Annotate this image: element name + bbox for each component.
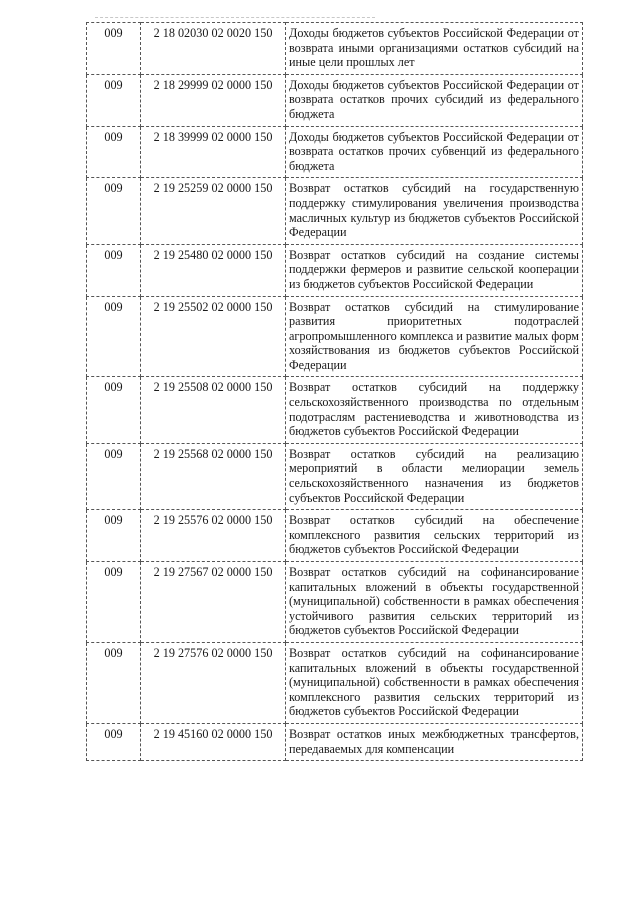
admin-code-cell: 009: [87, 562, 141, 643]
income-name-cell: Возврат остатков субсидий на реализацию мероприятий в области мелиорации земель сельскохозяйственного назначения из бюджетов субъектов Российской Федерации: [286, 443, 583, 509]
admin-code-cell: 009: [87, 178, 141, 244]
top-divider: [95, 17, 375, 18]
admin-code-cell: 009: [87, 23, 141, 75]
income-name-cell: Возврат остатков субсидий на стимулирование развития приоритетных подотраслей агропромышленного комплекса и развитие малых форм хозяйствования из бюджетов субъектов Российской Федерации: [286, 296, 583, 377]
budget-code-cell: 2 19 25508 02 0000 150: [141, 377, 286, 443]
budget-classification-table: [86, 22, 583, 761]
admin-code-cell: 009: [87, 510, 141, 562]
admin-code-cell: 009: [87, 723, 141, 760]
budget-code-cell: 2 19 25480 02 0000 150: [141, 244, 286, 296]
table-row: [87, 244, 583, 296]
table-row: [87, 126, 583, 178]
table-row: [87, 74, 583, 126]
table-row: [87, 443, 583, 509]
income-name-cell: Возврат остатков субсидий на поддержку сельскохозяйственного производства по отдельным подотраслям растениеводства и животноводства из бюджетов субъектов Российской Федерации: [286, 377, 583, 443]
table-row: [87, 296, 583, 377]
table-row: [87, 562, 583, 643]
budget-code-cell: 2 19 25568 02 0000 150: [141, 443, 286, 509]
table-row: [87, 510, 583, 562]
admin-code-cell: 009: [87, 443, 141, 509]
income-name-cell: Доходы бюджетов субъектов Российской Федерации от возврата остатков прочих субсидий из федерального бюджета: [286, 74, 583, 126]
table-row: [87, 178, 583, 244]
budget-code-cell: 2 19 25576 02 0000 150: [141, 510, 286, 562]
admin-code-cell: 009: [87, 296, 141, 377]
budget-code-cell: 2 19 27576 02 0000 150: [141, 642, 286, 723]
budget-code-cell: 2 18 39999 02 0000 150: [141, 126, 286, 178]
table-row: [87, 377, 583, 443]
income-name-cell: Возврат остатков субсидий на государственную поддержку стимулирования увеличения производства масличных культур из бюджетов субъектов Российской Федерации: [286, 178, 583, 244]
income-name-cell: Возврат остатков субсидий на софинансирование капитальных вложений в объекты государственной (муниципальной) собственности в рамках обеспечения комплексного развития сельских территорий из бюджетов субъектов Российской Федерации: [286, 642, 583, 723]
income-name-cell: Возврат остатков иных межбюджетных трансфертов, передаваемых для компенсации: [286, 723, 583, 760]
budget-code-cell: 2 18 02030 02 0020 150: [141, 23, 286, 75]
admin-code-cell: 009: [87, 377, 141, 443]
budget-code-cell: 2 19 25502 02 0000 150: [141, 296, 286, 377]
income-name-cell: Возврат остатков субсидий на обеспечение комплексного развития сельских территорий из бюджетов субъектов Российской Федерации: [286, 510, 583, 562]
income-name-cell: Доходы бюджетов субъектов Российской Федерации от возврата остатков прочих субвенций из федерального бюджета: [286, 126, 583, 178]
admin-code-cell: 009: [87, 126, 141, 178]
table-row: [87, 723, 583, 760]
admin-code-cell: 009: [87, 74, 141, 126]
admin-code-cell: 009: [87, 642, 141, 723]
income-name-cell: Возврат остатков субсидий на создание системы поддержки фермеров и развитие сельской кооперации из бюджетов субъектов Российской Федерации: [286, 244, 583, 296]
income-name-cell: Возврат остатков субсидий на софинансирование капитальных вложений в объекты государственной (муниципальной) собственности в рамках обеспечения устойчивого развития сельских территорий из бюджетов субъектов Российской Федерации: [286, 562, 583, 643]
table-body: [87, 23, 583, 761]
budget-code-cell: 2 19 27567 02 0000 150: [141, 562, 286, 643]
budget-code-cell: 2 19 45160 02 0000 150: [141, 723, 286, 760]
budget-code-cell: 2 18 29999 02 0000 150: [141, 74, 286, 126]
table-row: [87, 642, 583, 723]
budget-code-cell: 2 19 25259 02 0000 150: [141, 178, 286, 244]
admin-code-cell: 009: [87, 244, 141, 296]
table-row: [87, 23, 583, 75]
income-name-cell: Доходы бюджетов субъектов Российской Федерации от возврата иными организациями остатков субсидий на иные цели прошлых лет: [286, 23, 583, 75]
